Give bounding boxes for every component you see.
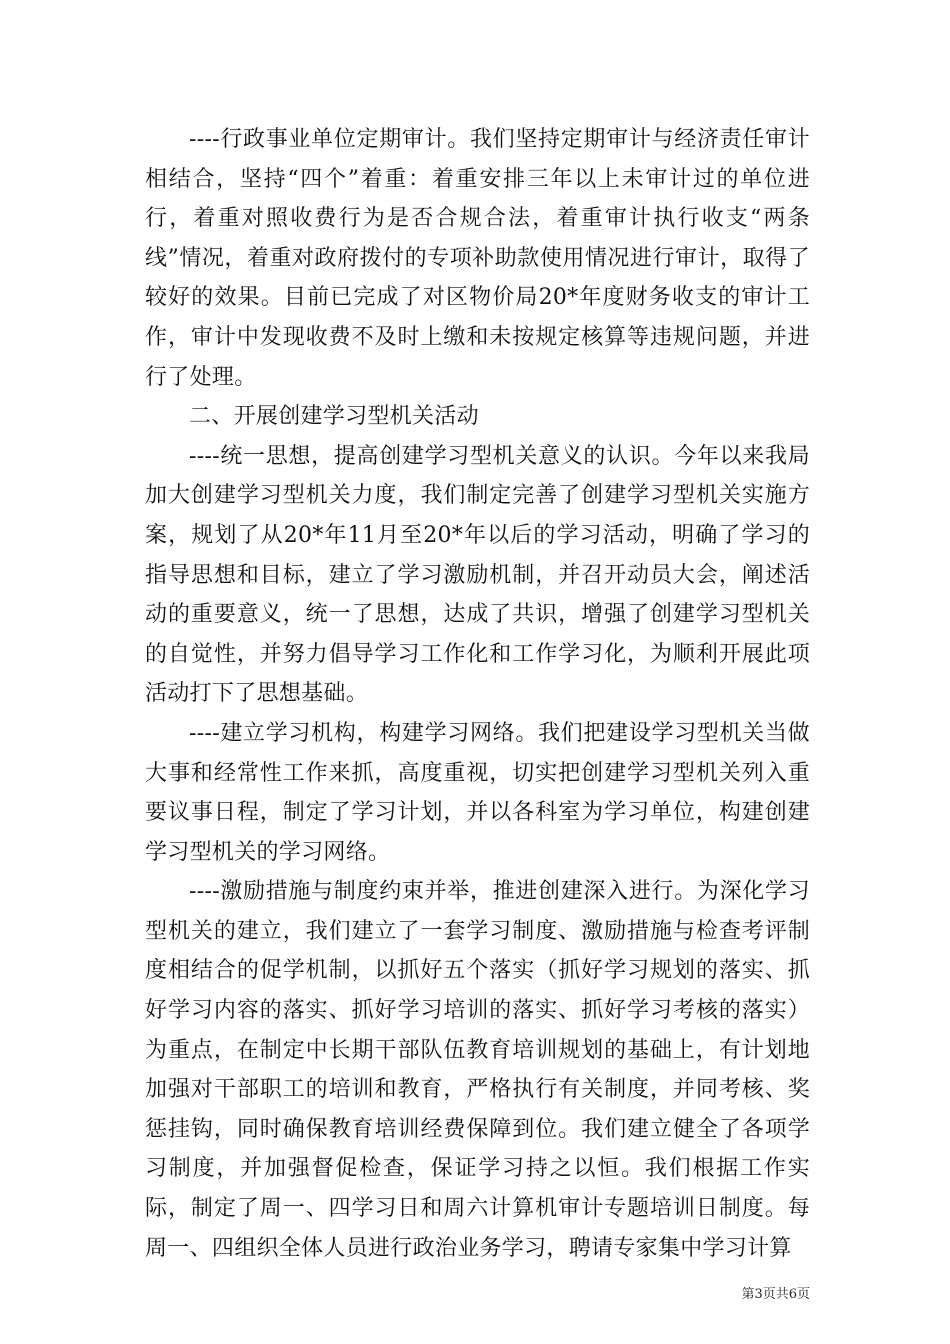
paragraph-incentive-measures: ----激励措施与制度约束并举，推进创建深入进行。为深化学习型机关的建立，我们建立了一套学习制度、激励措施与检查考评制度相结合的促学机制，以抓好五个落实（抓好学习规划的落实、抓好学习内容的落实、抓好学习培训的落实、抓好学习考核的落实）为重点，在制定中长期干部队伍教育培训规划的基础上，有计划地加强对干部职工的培训和教育，严格执行有关制度，并同考核、奖惩挂钩，同时确保教育培训经费保障到位。我们建立健全了各项学习制度，并加强督促检查，保证学习持之以恒。我们根据工作实际，制定了周一、四学习日和周六计算机审计专题培训日制度。每周一、四组织全体人员进行政治业务学习，聘请专家集中学习计算: [145, 879, 810, 1261]
section-heading: 二、开展创建学习型机关活动: [189, 404, 479, 430]
document-body: [145, 120, 810, 1268]
paragraph-audit-review: ----行政事业单位定期审计。我们坚持定期审计与经济责任审计相结合，坚持“四个”着重：着重安排三年以上未审计过的单位进行，着重对照收费行为是否合规合法，着重审计执行收支“两条线”情况，着重对政府拨付的专项补助款使用情况进行审计，取得了较好的效果。目前已完成了对区物价局20*年度财务收支的审计工作，审计中发现收费不及时上缴和未按规定核算等违规问题，并进行了处理。: [145, 127, 810, 390]
page-number: 第3页共6页: [741, 1287, 810, 1302]
paragraph-unify-thinking: ----统一思想，提高创建学习型机关意义的认识。今年以来我局加大创建学习型机关力度，我们制定完善了创建学习型机关实施方案，规划了从20*年11月至20*年以后的学习活动，明确了学习的指导思想和目标，建立了学习激励机制，并召开动员大会，阐述活动的重要意义，统一了思想，达成了共识，增强了创建学习型机关的自觉性，并努力倡导学习工作化和工作学习化，为顺利开展此项活动打下了思想基础。: [145, 443, 810, 707]
paragraph-learning-network: ----建立学习机构，构建学习网络。我们把建设学习型机关当做大事和经常性工作来抓，高度重视，切实把创建学习型机关列入重要议事日程，制定了学习计划，并以各科室为学习单位，构建创建学习型机关的学习网络。: [145, 720, 810, 865]
